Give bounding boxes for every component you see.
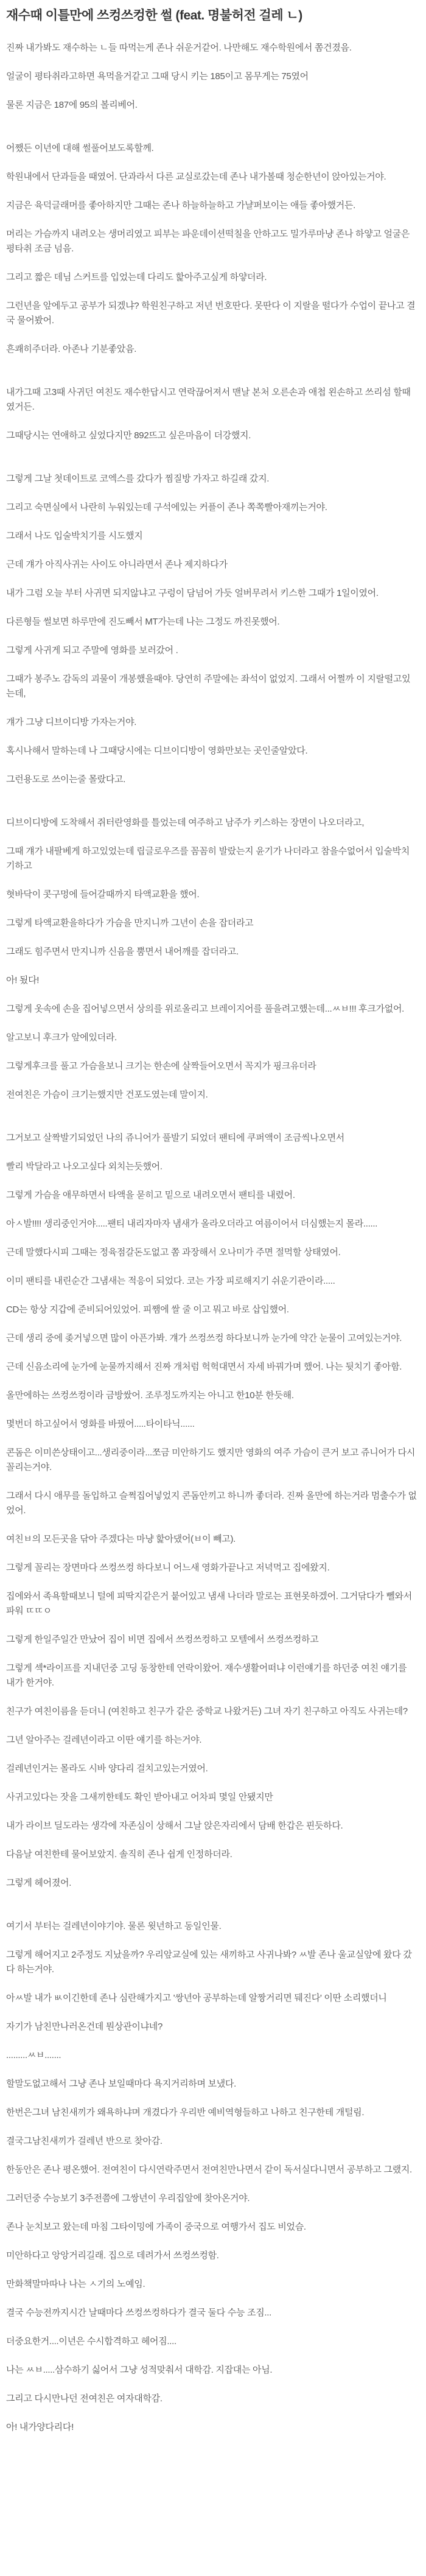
post-paragraph: 미안하다고 앙앙거리길래. 집으로 데려가서 쓰컹쓰컹함.: [6, 2250, 219, 2261]
post-paragraph: 그런년을 앞에두고 공부가 되겠냐? 학원친구하고 저년 번호딴다. 못딴다 이 지랄을 떨다가 수업이 끝나고 결국 물어봤어.: [6, 301, 416, 326]
post-paragraph: 그렇게 가슴을 애무하면서 타액을 묻히고 밑으로 내려오면서 팬티를 내렸어.: [6, 1190, 295, 1201]
post-paragraph: 이미 팬티를 내린순간 그냄새는 적응이 되었다. 코는 가장 피로해지기 쉬운기관이라.....: [6, 1276, 335, 1287]
post-paragraph: 머리는 가슴까지 내려오는 생머리였고 피부는 파운데이션떡칠을 안하고도 밀가루마냥 존나 하얗고 얼굴은 평타취 조금 넘음.: [6, 229, 410, 254]
post-paragraph: 혓바닥이 콧구멍에 들어갈때까지 타액교환을 했어.: [6, 889, 200, 900]
post-paragraph: 아! 됬다!: [6, 975, 40, 986]
post-title: 재수때 이틀만에 쓰컹쓰컹한 썰 (feat. 명불허전 걸레 ㄴ): [6, 9, 302, 23]
post-paragraph: 그때가 봉주노 감독의 괴물이 개봉했을때야. 당연히 주말에는 좌석이 없었지. 그래서 어쩔까 이 지랄떨고있는데,: [6, 674, 411, 699]
post-paragraph: 근데 생리 중에 좆거넣으면 많이 아픈가봐. 걔가 쓰컹쓰컹 하다보니까 눈가에 약간 눈물이 고여있는거야.: [6, 1333, 402, 1344]
post-paragraph: 존나 눈치보고 왔는데 마침 그타이밍에 가족이 중국으로 여행가서 집도 비었슴.: [6, 2222, 306, 2233]
post-paragraph: 그래서 다시 애무를 돌입하고 슬쩍집어넣었지 콘돔안끼고 하니까 좋더라. 진짜 올만에 하는거라 멈출수가 없었어.: [6, 1491, 417, 1516]
post-paragraph: 그리고 다시만나던 전여친은 여자대학감.: [6, 2393, 162, 2404]
post-paragraph: 걸레년인거는 몰라도 시바 양다리 걸치고있는거였어.: [6, 1763, 208, 1774]
post-paragraph: 자기가 남친만나러온건데 뭔상관이냐네?: [6, 2021, 163, 2032]
post-body: [6, 41, 417, 2435]
post-paragraph: 그렇게 꼴리는 장면마다 쓰컹쓰컹 하다보니 어느새 영화가끝나고 저녁먹고 집에왔지.: [6, 1563, 330, 1573]
post-paragraph: 그런용도로 쓰이는줄 몰랐다고.: [6, 774, 126, 785]
post-paragraph: CD는 항상 지갑에 준비되어있었어. 피쨈에 쌀 줄 이고 뭐고 바로 삽입했어.: [6, 1304, 289, 1315]
post-paragraph: 그리고 숙면실에서 나란히 누워있는데 구석에있는 커플이 존나 쪽쪽빨아재끼는거야.: [6, 502, 327, 513]
post-paragraph: 여친ㅂ의 모든곳을 닦아 주겠다는 마냥 핥아댔어(ㅂ이 빼고).: [6, 1534, 236, 1545]
post-paragraph: 콘돔은 이미쓴상태이고...생리중이라...쪼금 미안하기도 했지만 영화의 여주 가슴이 큰거 보고 쥬니어가 다시꼴리는거야.: [6, 1447, 416, 1473]
post-paragraph: 다음날 여친한테 물어보았지. 솔직히 존나 쉽게 인정하더라.: [6, 1849, 232, 1860]
post-paragraph: 한동안은 존나 평온했어. 전여친이 다시연락주면서 전여친만나면서 같이 독서실다니면서 공부하고 그랬지.: [6, 2165, 412, 2175]
post-paragraph: 전여친은 가슴이 크기는했지만 건포도였는데 말이지.: [6, 1090, 208, 1101]
post-paragraph: 걔가 그냥 디브이디방 가자는거야.: [6, 717, 137, 728]
post-paragraph: 그렇게 타액교환을하다가 가슴을 만지니까 그년이 손을 잡더라고: [6, 918, 254, 929]
post-paragraph: 진짜 내가봐도 재수하는 ㄴ들 따먹는게 존나 쉬운거같어. 나만해도 재수학원에서 쫌건졌음.: [6, 43, 352, 54]
post-paragraph: 지금은 육덕글래머를 좋아하지만 그때는 존나 하늘하늘하고 가냘퍼보이는 애들 좋아했거든.: [6, 200, 356, 211]
post-paragraph: 아! 내가양다리다!: [6, 2422, 74, 2433]
post-paragraph: 그렇게 그날 첫데이트로 코엑스를 갔다가 찜질방 가자고 하길래 갔지.: [6, 474, 270, 485]
post-paragraph: 그래서 나도 입술박치기를 시도했지: [6, 531, 143, 542]
post-paragraph: 근데 말했다시피 그때는 정육점갈돈도없고 쫌 과장해서 오나미가 주면 절먹할 상태였어.: [6, 1247, 341, 1258]
post-paragraph: 그렇게 해어지고 2주정도 지났을까? 우리앞교실에 있는 새끼하고 사귀나봐? ㅆ발 존나 울교실앞에 왔다 갔다 하는거야.: [6, 1950, 412, 1975]
post-paragraph: 할말도없고해서 그냥 존나 보일때마다 욕지거리하며 보냈다.: [6, 2079, 236, 2090]
post-paragraph: 그때당시는 연애하고 싶었다지만 892뜨고 싶은마음이 더강했지.: [6, 430, 251, 441]
post-paragraph: 물론 지금은 187에 95의 볼리베어.: [6, 100, 138, 111]
post-paragraph: 사귀고있다는 잣을 그새끼한테도 확인 받아내고 어차피 몇일 안됐지만: [6, 1792, 273, 1803]
post-paragraph: 집에와서 족욕할때보니 털에 피딱지같은거 붙어있고 냄새 나더라 말로는 표현못하겠어. 그거닦다가 뻴와서 파워 ㄸㄸㅇ: [6, 1591, 412, 1617]
post-paragraph: 올만에하는 쓰컹쓰컹이라 금방쌌어. 조루정도까지는 아니고 한10분 한듯해.: [6, 1390, 294, 1401]
post-paragraph: 학원내에서 단과들을 때였어. 단과라서 다른 교실로갔는데 존나 내가볼때 청순한년이 앉아있는거야.: [6, 172, 386, 183]
post-paragraph: 그렇게 사귀게 되고 주말에 영화를 보러갔어 .: [6, 645, 178, 656]
post-paragraph: 몇번더 하고싶어서 영화를 바꿨어.....타이타닉......: [6, 1419, 195, 1430]
post-paragraph: 그러던중 수능보기 3주전쯤에 그쌍년이 우리집앞에 찾아온거야.: [6, 2193, 250, 2204]
post-paragraph: 그렇게 섹*라이프를 지내던중 고딩 동창한테 연락이왔어. 재수생활어떠냐 이런얘기를 하던중 여친 얘기를 내가 한거야.: [6, 1663, 407, 1689]
post-paragraph: 아ㅆ발 내가 ㅄ이긴한데 존나 심란해가지고 '쌍년아 공부하는데 알짱거리면 뒈진다' 이딴 소리했더니: [6, 1993, 387, 2004]
post-paragraph: 결국 수능전까지시간 날때마다 쓰컹쓰컹하다가 결국 둘다 수능 조짐...: [6, 2308, 271, 2319]
post-paragraph: 그렇게후크를 풀고 가슴을보니 크기는 한손에 살짝들어오면서 꼭지가 핑크유더라: [6, 1061, 316, 1072]
post-paragraph: 내가 그럼 오늘 부터 사귀면 되지않냐고 구렁이 담넘어 가듯 얼버무려서 키스한 그때가 1일이였어.: [6, 588, 379, 599]
post-paragraph: 내가 라이브 딜도라는 생각에 자존심이 상해서 그날 앉은자리에서 담배 한갑은 핀듯하다.: [6, 1821, 343, 1832]
post-paragraph: 여기서 부터는 걸레년이야기야. 물론 윗년하고 동일인물.: [6, 1921, 222, 1932]
post-paragraph: 친구가 여친이름을 듣더니 (여친하고 친구가 같은 중학교 나왔거든) 그녀 자기 친구하고 아직도 사귀는데?: [6, 1706, 408, 1717]
post-paragraph: 그렇게 한일주일간 만났어 집이 비면 집에서 쓰컹쓰컹하고 모텔에서 쓰컹쓰컹하고: [6, 1634, 319, 1645]
post-paragraph: 그년 알아주는 걸레년이라고 이딴 얘기를 하는거야.: [6, 1735, 202, 1746]
post-paragraph: 한번은그녀 남친새끼가 왜욕하냐며 개겼다가 우리반 예비역형들하고 나하고 친구한테 개털림.: [6, 2107, 365, 2118]
post-paragraph: 나는 ㅆㅂ.....삼수하기 싫어서 그냥 성적맞춰서 대학감. 지잡대는 아님.: [6, 2365, 273, 2376]
post-paragraph: 어쨌든 이년에 대해 썰풀어보도록할께.: [6, 143, 154, 154]
post-paragraph: 그리고 짧은 데님 스커트를 입었는데 다리도 핥아주고싶게 하얗더라.: [6, 272, 267, 283]
post-paragraph: 얼굴이 평타취라고하면 욕먹을거같고 그때 당시 키는 185이고 몸무게는 75였어: [6, 71, 309, 82]
post-paragraph: 다른형들 썰보면 하루만에 진도빼서 MT가는데 나는 그정도 까진못했어.: [6, 617, 280, 628]
post-paragraph: 그때 걔가 내팔베게 하고있었는데 립글로우즈를 꼼꼼히 발랐는지 윤기가 나더라고 참을수없어서 입술박치기하고: [6, 846, 410, 872]
post-paragraph: 흔쾌히주더라. 아존나 기분좋았음.: [6, 344, 137, 355]
post-paragraph: 더중요한거....이년은 수시합격하고 헤어짐....: [6, 2336, 176, 2347]
post-paragraph: 아ㅅ발!!!! 생리중인거야.....팬티 내리자마자 냄새가 올라오더라고 여름이어서 더심했는지 몰라......: [6, 1219, 378, 1230]
post-paragraph: 그래도 힘주면서 만지니까 신음을 뿜면서 내어깨를 잡더라고.: [6, 947, 239, 957]
post-paragraph: 디브이디방에 도착해서 쥐터란영화를 틀었는데 여주하고 남주가 키스하는 장면이 나오더라고,: [6, 817, 365, 828]
post-paragraph: 혹시나해서 말하는데 나 그때당시에는 디브이디방이 영화만보는 곳인줄알았다.: [6, 746, 308, 757]
post-paragraph: 만화책말마따나 나는 ㅅ기의 노예임.: [6, 2279, 145, 2290]
post-paragraph: 그렇게 옷속에 손을 집어넣으면서 상의를 위로올리고 브레이지어를 풀을려고했는데...ㅆㅂ!!! 후크가없어.: [6, 1004, 404, 1015]
post-paragraph: 그렇게 헤어졌어.: [6, 1878, 72, 1889]
post-paragraph: 내가그때 고3때 사귀던 여친도 재수한답시고 연락끊어져서 맨날 본처 오른손과 애첩 왼손하고 쓰리섬 할때였거든.: [6, 387, 411, 413]
post-paragraph: 그거보고 살짝발기되었던 나의 쥬니어가 풀발기 되었더 팬티에 쿠퍼액이 조금씩나오면서: [6, 1133, 344, 1144]
post-paragraph: 근데 걔가 아직사귀는 사이도 아니라면서 존나 제지하다가: [6, 559, 228, 570]
post-paragraph: 알고보니 후크가 앞에있더라.: [6, 1032, 117, 1043]
post-paragraph: 결국그남친새끼가 걸레년 반으로 찾아감.: [6, 2136, 162, 2147]
post-paragraph: .........ㅆㅂ.......: [6, 2050, 61, 2061]
post-paragraph: 빨리 박달라고 나오고싶다 외치는듯했어.: [6, 1161, 162, 1172]
post-paragraph: 근데 신음소리에 눈가에 눈물까지해서 진짜 개처럼 헉헉대면서 자세 바꿔가며 했어. 나는 뒷치기 좋아함.: [6, 1362, 402, 1373]
